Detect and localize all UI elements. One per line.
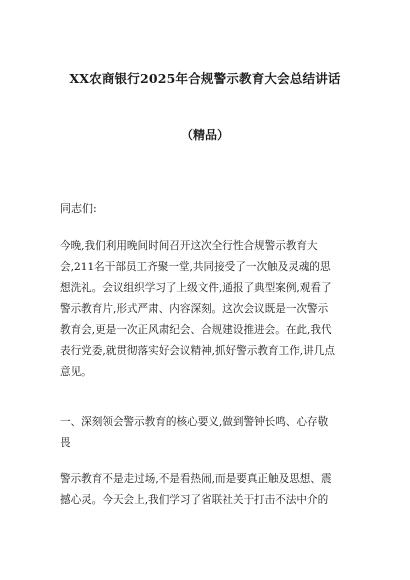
paragraph-1-line: 警示教育片,形式严肃、内容深刻。这次会议既是一次警示 (60, 303, 329, 315)
section-heading-line: 畏 (60, 437, 71, 449)
salutation: 同志们: (60, 202, 97, 215)
section-heading-1 (60, 412, 352, 454)
paragraph-1-line: 表行党委,就贯彻落实好会议精神,抓好警示教育工作,讲几点 (60, 345, 335, 357)
section-heading-line: 一、深刻领会警示教育的核心要义,做到警钟长鸣、心存敬 (60, 416, 329, 428)
paragraph-2-line: 警示教育不是走过场,不是看热闹,而是要真正触及思想、震 (60, 473, 332, 485)
paragraph-2 (60, 469, 352, 511)
paragraph-1 (60, 236, 352, 383)
paragraph-1-line: 会,211名干部员工齐聚一堂,共同接受了一次触及灵魂的思 (60, 261, 331, 273)
document-title: XX农商银行2025年合规警示教育大会总结讲话 (69, 71, 341, 86)
paragraph-2-line: 撼心灵。今天会上,我们学习了省联社关于打击不法中介的 (60, 494, 329, 506)
paragraph-1-line: 想洗礼。会议组织学习了上级文件,通报了典型案例,观看了 (60, 282, 332, 294)
paragraph-1-line: 意见。 (60, 366, 92, 378)
document-subtitle: （精品） (180, 128, 229, 142)
paragraph-1-line: 教育会,更是一次正风肃纪会、合规建设推进会。在此,我代 (60, 324, 332, 336)
paragraph-1-line: 今晚,我们利用晚间时间召开这次全行性合规警示教育大 (60, 240, 318, 252)
